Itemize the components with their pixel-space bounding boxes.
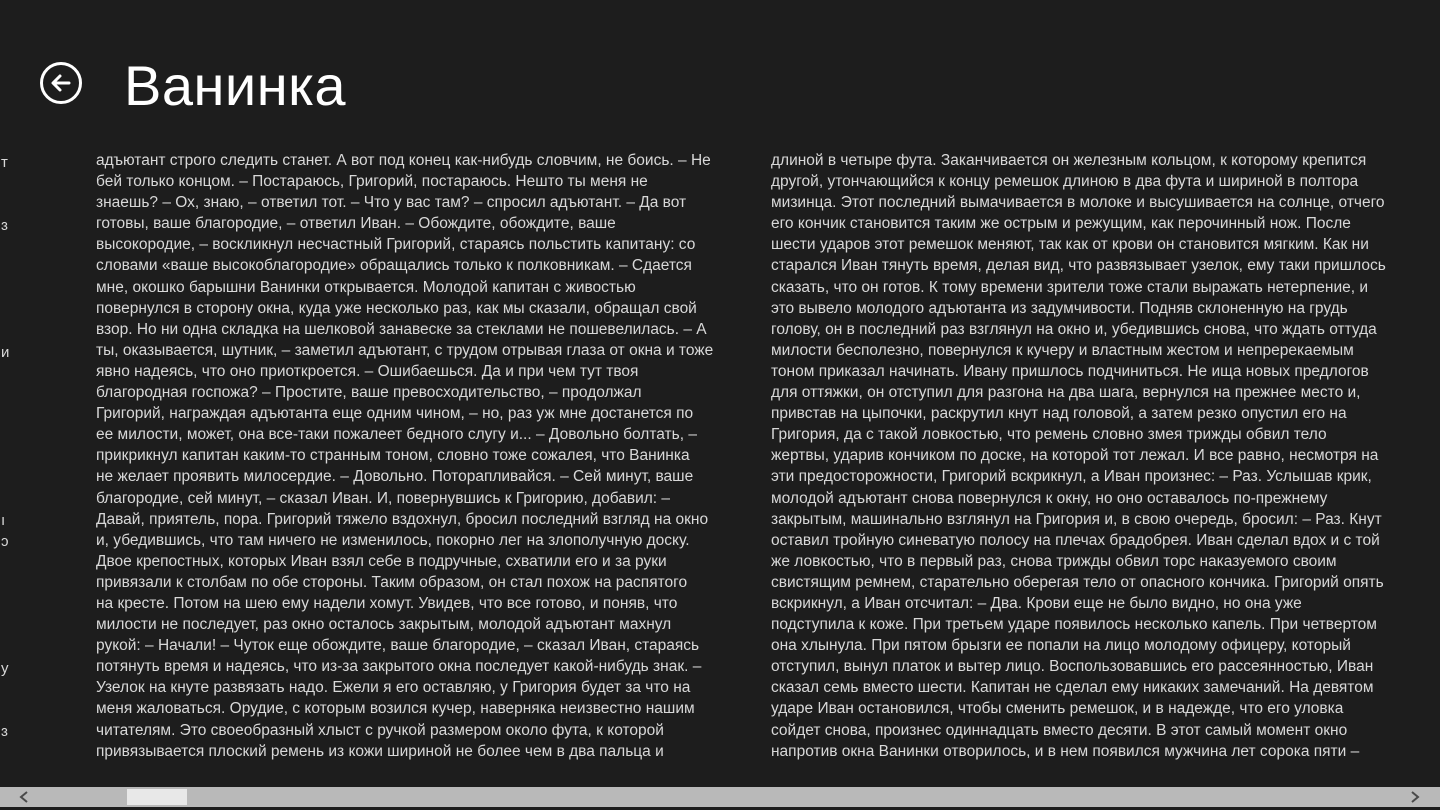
scroll-left-button[interactable] [14,787,34,807]
text-line: Узелок на кнуте развязать надо. Ежели я его оставляю, у Григория будет за что на [96,679,691,697]
text-line: подступила к коже. При третьем ударе появилось несколько капель. При четвертом [771,616,1377,634]
edge-fragment: и [1,344,10,361]
text-column-1 [96,150,713,762]
edge-fragment: ɜ [1,723,8,740]
text-line: вскрикнул, а Иван отсчитал: – Два. Крови еще не было видно, но она уже [771,594,1302,612]
text-line: и, убедившись, что там ничего не изменилось, покорно лег на злополучную доску. [96,531,690,549]
text-line: привязывается плоский ремень из кожи шириной не более чем в два пальца и [96,742,664,760]
text-line: эти предосторожности, Григорий вскрикнул, а Иван произнес: – Раз. Услышав крик, [771,468,1372,486]
text-line: меня жаловаться. Орудие, с которым возился кучер, наверняка неизвестно нашим [96,700,695,718]
edge-fragment: т [1,154,8,171]
horizontal-scrollbar[interactable] [0,787,1440,807]
text-line: ты, оказывается, шутник, – заметил адъютант, с трудом отрывая глаза от окна и тоже [96,341,714,359]
text-line: прикрикнул капитан каким-то странным тоном, словно тоже сожалея, что Ванинка [96,447,690,465]
chevron-left-icon [19,791,29,803]
text-line: оставил тройную синеватую полосу на плечах брадобрея. Иван сделал вдох и с той [771,531,1380,549]
text-line: потянуть время и надеясь, что из-за закрытого окна последует какой-нибудь знак. – [96,658,702,676]
page-title: Ванинка [124,54,347,117]
text-line: взор. Но ни одна складка на шелковой занавеске за стеклами не пошевелилась. – А [96,320,707,338]
text-line: Григорий, награждая адъютанта еще одним чином, – но, раз уж мне достанется по [96,405,694,423]
chevron-right-icon [1410,791,1420,803]
text-line: знаешь? – Ох, знаю, – ответил тот. – Что у вас там? – спросил адъютант. – Да вот [96,194,687,212]
text-line: тоном приказал начинать. Ивану пришлось подчиниться. Не ища новых предлогов [771,362,1369,380]
text-line: привязали к столбам по обе стороны. Таким образом, он стал похож на распятого [96,573,688,591]
text-line: сказать, что он готов. К тому времени зрители тоже стали выражать нетерпение, и [771,278,1369,296]
previous-column-edge [0,150,12,770]
text-line: благородная госпожа? – Простите, ваше превосходительство, – продолжал [96,384,642,402]
text-line: отступил, вынул платок и вытер лицо. Воспользовавшись его рассеянностью, Иван [771,658,1374,676]
text-line: рукой: – Начали! – Чуток еще обождите, ваше благородие, – сказал Иван, стараясь [96,637,700,655]
text-line: закрытым, машинально взглянул на Григория и, в свою очередь, бросил: – Раз. Кнут [771,510,1382,528]
text-line: благородие, сей минут, – сказал Иван. И, повернувшись к Григорию, добавил: – [96,489,671,507]
text-line: его кончик становится таким же острым и режущим, как перочинный нож. После [771,215,1351,233]
text-line: сойдет снова, произнес одиннадцать вместо десяти. В этот самый момент окно [771,721,1348,739]
text-line: напротив окна Ванинки отворилось, и в нем появился мужчина лет сорока пяти – [771,742,1360,760]
text-line: же ловкостью, что в первый раз, снова трижды обвил торс наказуемого своим [771,552,1337,570]
edge-fragment: ɜ [1,217,8,234]
text-line: бей только концом. – Постараюсь, Григорий, постараюсь. Нешто ты меня не [96,173,648,191]
text-line: явно надеясь, что оно приоткроется. – Ошибаешься. Да и при чем тут твоя [96,362,639,380]
back-button[interactable] [40,62,82,104]
scroll-right-button[interactable] [1405,787,1425,807]
text-line: шести ударов этот ремешок меняют, так как от крови он становится мягким. Как ни [771,236,1369,254]
text-line: голову, он в последний раз взглянул на окно и, убедившись снова, что ждать оттуда [771,320,1377,338]
text-line: она хлынула. При пятом брызги ее попали на лицо молодому офицеру, который [771,637,1351,655]
text-line: мизинца. Этот последний вымачивается в молоке и высушивается на солнце, отчего [771,194,1385,212]
text-line: не желает проявить милосердие. – Довольно. Поторапливайся. – Сей минут, ваше [96,468,694,486]
text-line: это вывело молодого адъютанта из задумчивости. Подняв склоненную на грудь [771,299,1348,317]
edge-fragment: y [1,660,9,677]
text-line: ее милости, может, она все-таки пожалеет бедного слугу и... – Довольно болтать, – [96,426,697,444]
text-line: ударе Иван остановился, чтобы сменить ремешок, и в надежде, что его уловка [771,700,1344,718]
text-line: сказал семь вместо шести. Капитан не сделал ему никаких замечаний. На девятом [771,679,1374,697]
text-line: словами «ваше высокоблагородие» обращались только к полковникам. – Сдается [96,257,692,275]
text-line: для оттяжки, он отступил для разгона на два шага, вернулся на прежнее место и, [771,384,1361,402]
text-line: готовы, ваше благородие, – ответил Иван. – Обождите, обождите, ваше [96,215,616,233]
text-line: свистящим ремнем, старательно оберегая тело от опасного кончика. Григорий опять [771,573,1384,591]
text-line: Григория, да с такой ловкостью, что ремень словно змея трижды обвил тело [771,426,1327,444]
text-line: привстав на цыпочки, раскрутил кнут над головой, а затем резко опустил его на [771,405,1347,423]
text-line: мне, окошко барышни Ванинки открывается. Молодой капитан с живостью [96,278,636,296]
scroll-track[interactable] [36,787,1402,807]
scroll-thumb[interactable] [127,789,187,805]
text-line: повернулся в сторону окна, куда уже несколько раз, как мы сказали, обращал свой [96,299,697,317]
text-line: другой, утончающийся к концу ремешок длиною в два фута и шириной в полтора [771,173,1359,191]
text-line: старался Иван тянуть время, делая вид, что развязывает узелок, ему таки пришлось [771,257,1386,275]
text-line: жертвы, ударив кончиком по доске, на которой тот лежал. И все равно, несмотря на [771,447,1379,465]
text-line: милости бесполезно, повернулся к кучеру и властным жестом и непререкаемым [771,341,1354,359]
text-line: длиной в четыре фута. Заканчивается он железным кольцом, к которому крепится [771,152,1367,169]
text-line: читателям. Это своеобразный хлыст с ручкой размером около фута, к которой [96,721,664,739]
text-line: молодой адъютант снова повернулся к окну, но оно оставалось по-прежнему [771,489,1328,507]
text-line: Давай, приятель, пора. Григорий тяжело вздохнул, бросил последний взгляд на окно [96,510,709,528]
back-arrow-icon [49,71,73,95]
edge-fragment: ɔ [1,533,9,550]
text-line: милости не последует, раз окно осталось закрытым, молодой адъютант махнул [96,616,672,634]
text-line: Двое крепостных, которых Иван взял себе в подручные, схватили его и за руки [96,552,667,570]
text-line: на кресте. Потом на шею ему надели хомут. Увидев, что все готово, и поняв, что [96,594,678,612]
text-line: адъютант строго следить станет. А вот под конец как-нибудь словчим, не боись. – Не [96,152,711,169]
text-column-2 [771,150,1386,762]
text-line: высокородие, – воскликнул несчастный Григорий, стараясь польстить капитану: со [96,236,696,254]
edge-fragment: ı [1,512,6,529]
